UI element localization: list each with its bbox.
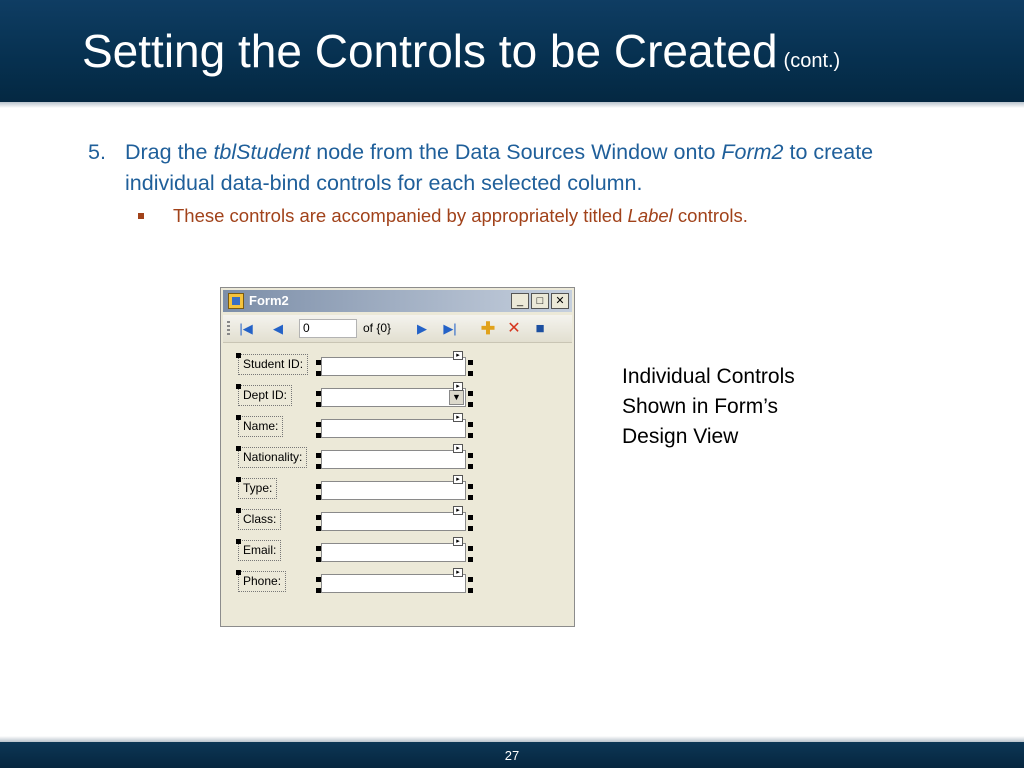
binding-navigator-toolbar bbox=[223, 315, 572, 343]
selection-handle-icon[interactable] bbox=[316, 360, 321, 365]
field-textbox[interactable] bbox=[321, 574, 466, 593]
add-new-icon[interactable]: ✚ bbox=[480, 319, 496, 338]
minimize-button[interactable]: _ bbox=[511, 293, 529, 309]
toolbar-grip-icon[interactable] bbox=[227, 321, 230, 337]
selection-handle-icon[interactable] bbox=[468, 371, 473, 376]
delete-icon[interactable]: ✕ bbox=[507, 320, 521, 337]
selection-handle-icon[interactable] bbox=[236, 477, 241, 482]
move-first-icon[interactable]: |◀ bbox=[239, 321, 253, 336]
save-icon[interactable]: ■ bbox=[535, 320, 545, 337]
title-bar-shadow bbox=[0, 102, 1024, 108]
form-icon bbox=[228, 293, 244, 309]
field-textbox[interactable] bbox=[321, 543, 466, 562]
smart-tag-icon[interactable]: ▸ bbox=[453, 537, 463, 546]
sub-bullet-item bbox=[138, 203, 968, 229]
form-field-row bbox=[231, 567, 561, 597]
selection-handle-icon[interactable] bbox=[468, 495, 473, 500]
footer-shadow bbox=[0, 736, 1024, 742]
square-bullet-icon bbox=[138, 213, 144, 219]
selection-handle-icon[interactable] bbox=[468, 484, 473, 489]
smart-tag-icon[interactable]: ▸ bbox=[453, 475, 463, 484]
selection-handle-icon[interactable] bbox=[316, 391, 321, 396]
caption-line: Individual Controls bbox=[622, 365, 795, 388]
selection-handle-icon[interactable] bbox=[468, 422, 473, 427]
selection-handle-icon[interactable] bbox=[468, 402, 473, 407]
close-button[interactable]: ✕ bbox=[551, 293, 569, 309]
selection-handle-icon[interactable] bbox=[316, 588, 321, 593]
move-next-icon[interactable]: ▶ bbox=[417, 321, 427, 336]
field-label[interactable]: Student ID: bbox=[238, 354, 308, 375]
selection-handle-icon[interactable] bbox=[468, 391, 473, 396]
move-last-icon[interactable]: ▶| bbox=[443, 321, 457, 336]
bullet-text bbox=[88, 137, 968, 199]
selection-handle-icon[interactable] bbox=[236, 353, 241, 358]
selection-handle-icon[interactable] bbox=[468, 515, 473, 520]
selection-handle-icon[interactable] bbox=[468, 433, 473, 438]
bullet-text-part: node from the Data Sources Window onto bbox=[310, 140, 722, 164]
field-combobox[interactable] bbox=[321, 388, 466, 407]
selection-handle-icon[interactable] bbox=[468, 453, 473, 458]
slide-title-text: Setting the Controls to be Created bbox=[82, 25, 778, 77]
selection-handle-icon[interactable] bbox=[236, 570, 241, 575]
form-field-row bbox=[231, 505, 561, 535]
field-label[interactable]: Nationality: bbox=[238, 447, 307, 468]
selection-handle-icon[interactable] bbox=[316, 464, 321, 469]
selection-handle-icon[interactable] bbox=[316, 546, 321, 551]
form2-window bbox=[220, 287, 575, 627]
selection-handle-icon[interactable] bbox=[316, 515, 321, 520]
selection-handle-icon[interactable] bbox=[316, 495, 321, 500]
selection-handle-icon[interactable] bbox=[316, 371, 321, 376]
form-field-row bbox=[231, 412, 561, 442]
selection-handle-icon[interactable] bbox=[468, 588, 473, 593]
field-label[interactable]: Email: bbox=[238, 540, 281, 561]
sub-bullet-text-emphasis: Label bbox=[627, 205, 673, 226]
selection-handle-icon[interactable] bbox=[236, 384, 241, 389]
form2-title: Form2 bbox=[249, 293, 289, 308]
selection-handle-icon[interactable] bbox=[316, 557, 321, 562]
bullet-number: 5. bbox=[88, 140, 106, 164]
caption bbox=[622, 362, 882, 452]
selection-handle-icon[interactable] bbox=[468, 557, 473, 562]
selection-handle-icon[interactable] bbox=[236, 539, 241, 544]
sub-bullet-text-part: controls. bbox=[672, 205, 748, 226]
count-label: of {0} bbox=[363, 321, 392, 335]
smart-tag-icon[interactable]: ▸ bbox=[453, 351, 463, 360]
selection-handle-icon[interactable] bbox=[468, 360, 473, 365]
smart-tag-icon[interactable]: ▸ bbox=[453, 413, 463, 422]
selection-handle-icon[interactable] bbox=[468, 464, 473, 469]
field-label[interactable]: Phone: bbox=[238, 571, 286, 592]
selection-handle-icon[interactable] bbox=[316, 484, 321, 489]
selection-handle-icon[interactable] bbox=[468, 546, 473, 551]
field-textbox[interactable] bbox=[321, 357, 466, 376]
field-textbox[interactable] bbox=[321, 450, 466, 469]
bullet-text-emphasis: Form2 bbox=[721, 140, 784, 164]
bullet-text-emphasis: tblStudent bbox=[213, 140, 311, 164]
selection-handle-icon[interactable] bbox=[468, 526, 473, 531]
selection-handle-icon[interactable] bbox=[468, 577, 473, 582]
field-label[interactable]: Name: bbox=[238, 416, 283, 437]
sub-bullet-text-part: These controls are accompanied by appropriately titled bbox=[173, 205, 628, 226]
position-input[interactable]: 0 bbox=[299, 319, 357, 338]
form-field-row bbox=[231, 443, 561, 473]
form2-title-bar[interactable] bbox=[223, 290, 572, 312]
dropdown-arrow-icon[interactable]: ▼ bbox=[449, 390, 464, 405]
smart-tag-icon[interactable]: ▸ bbox=[453, 444, 463, 453]
form-field-row bbox=[231, 474, 561, 504]
bullet-item-5 bbox=[88, 137, 968, 199]
form-field-row bbox=[231, 350, 561, 380]
move-previous-icon[interactable]: ◀ bbox=[273, 321, 283, 336]
field-label[interactable]: Dept ID: bbox=[238, 385, 292, 406]
smart-tag-icon[interactable]: ▸ bbox=[453, 382, 463, 391]
footer-bar bbox=[0, 742, 1024, 768]
form-field-row bbox=[231, 381, 561, 411]
caption-line: Design View bbox=[622, 425, 739, 448]
field-textbox[interactable] bbox=[321, 419, 466, 438]
field-label[interactable]: Type: bbox=[238, 478, 277, 499]
title-bar bbox=[0, 0, 1024, 102]
selection-handle-icon[interactable] bbox=[316, 577, 321, 582]
smart-tag-icon[interactable]: ▸ bbox=[453, 506, 463, 515]
field-textbox[interactable] bbox=[321, 481, 466, 500]
selection-handle-icon[interactable] bbox=[316, 526, 321, 531]
caption-line: Shown in Form’s bbox=[622, 395, 779, 418]
selection-handle-icon[interactable] bbox=[316, 453, 321, 458]
selection-handle-icon[interactable] bbox=[316, 422, 321, 427]
page-number: 27 bbox=[504, 748, 520, 763]
field-textbox[interactable] bbox=[321, 512, 466, 531]
form-field-row bbox=[231, 536, 561, 566]
selection-handle-icon[interactable] bbox=[236, 415, 241, 420]
selection-handle-icon[interactable] bbox=[316, 433, 321, 438]
bullet-text-part: to create individual data-bind controls for each selected column. bbox=[125, 140, 874, 195]
selection-handle-icon[interactable] bbox=[236, 446, 241, 451]
field-label[interactable]: Class: bbox=[238, 509, 281, 530]
sub-bullet-text bbox=[138, 203, 968, 229]
maximize-button[interactable]: □ bbox=[531, 293, 549, 309]
slide-title-suffix: (cont.) bbox=[783, 50, 841, 72]
selection-handle-icon[interactable] bbox=[316, 402, 321, 407]
smart-tag-icon[interactable]: ▸ bbox=[453, 568, 463, 577]
bullet-text-part: Drag the bbox=[125, 140, 214, 164]
slide-title bbox=[82, 24, 840, 78]
selection-handle-icon[interactable] bbox=[236, 508, 241, 513]
